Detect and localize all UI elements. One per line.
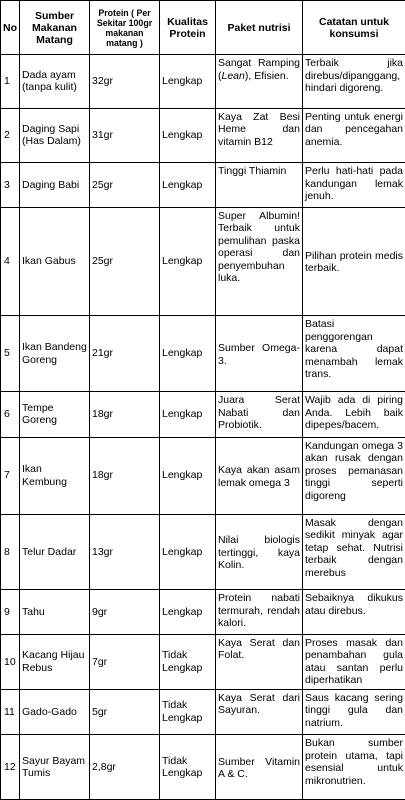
header-food: Sumber Makanan Matang (20, 1, 90, 55)
cell-food: Ikan Kembung (20, 437, 90, 514)
cell-paket: Protein nabati termurah, rendah kalori. (216, 590, 303, 635)
table-row (1, 514, 405, 590)
cell-food: Sayur Bayam Tumis (20, 735, 90, 800)
cell-catatan: Pilihan protein medis terbaik. (303, 207, 405, 315)
cell-quality: Lengkap (160, 55, 216, 109)
cell-protein: 25gr (90, 163, 160, 208)
cell-quality: Tidak Lengkap (160, 689, 216, 735)
table-row (1, 590, 405, 635)
cell-catatan: Batasi penggorengan karena dapat menambah lemak trans. (303, 316, 405, 392)
cell-paket: Super Albumin! Terbaik untuk pemulihan paska operasi dan penyembuhan luka. (216, 207, 303, 315)
header-quality: Kualitas Protein (160, 1, 216, 55)
cell-protein: 7gr (90, 634, 160, 689)
cell-paket: Sumber Omega-3. (216, 316, 303, 392)
header-row (1, 1, 405, 55)
header-paket: Paket nutrisi (216, 1, 303, 55)
cell-no: 11 (1, 689, 20, 735)
cell-quality: Lengkap (160, 316, 216, 392)
cell-no: 10 (1, 634, 20, 689)
cell-food: Tempe Goreng (20, 392, 90, 438)
cell-paket: Juara Serat Nabati dan Probiotik. (216, 392, 303, 438)
cell-protein: 18gr (90, 437, 160, 514)
cell-paket: Kaya Serat dan Folat. (216, 634, 303, 689)
cell-catatan: Sebaiknya dikukus atau direbus. (303, 590, 405, 635)
table-row (1, 316, 405, 392)
cell-protein: 21gr (90, 316, 160, 392)
paket-text-post: ), Efisien. (244, 69, 289, 82)
cell-protein: 32gr (90, 55, 160, 109)
cell-quality: Lengkap (160, 590, 216, 635)
cell-no: 5 (1, 316, 20, 392)
cell-protein: 9gr (90, 590, 160, 635)
table-row (1, 735, 405, 800)
cell-food: Kacang Hijau Rebus (20, 634, 90, 689)
cell-catatan: Bukan sumber protein utama, tapi esensial untuk mikronutrien. (303, 735, 405, 800)
paket-text-pre: Sangat Ramping ( (218, 57, 300, 82)
table-row (1, 634, 405, 689)
cell-food: Daging Babi (20, 163, 90, 208)
cell-protein: 2,8gr (90, 735, 160, 800)
cell-catatan: Masak dengan sedikit minyak agar tetap sehat. Nutrisi terbaik dengan merebus (303, 514, 405, 590)
cell-quality: Lengkap (160, 163, 216, 208)
cell-no: 4 (1, 207, 20, 315)
cell-catatan: Saus kacang sering tinggi gula dan natrium. (303, 689, 405, 735)
table-row (1, 392, 405, 438)
paket-text-lean: Lean (221, 69, 245, 82)
cell-catatan: Proses masak dan penambahan gula atau santan perlu diperhatikan (303, 634, 405, 689)
cell-quality: Lengkap (160, 207, 216, 315)
cell-food: Daging Sapi (Has Dalam) (20, 108, 90, 163)
cell-no: 9 (1, 590, 20, 635)
cell-no: 8 (1, 514, 20, 590)
cell-catatan: Perlu hati-hati pada kandungan lemak jenuh. (303, 163, 405, 208)
cell-protein: 25gr (90, 207, 160, 315)
header-no: No (1, 1, 20, 55)
cell-no: 3 (1, 163, 20, 208)
cell-protein: 18gr (90, 392, 160, 438)
cell-protein: 13gr (90, 514, 160, 590)
header-catatan: Catatan untuk konsumsi (303, 1, 405, 55)
cell-paket: Tinggi Thiamin (216, 163, 303, 208)
cell-food: Ikan Gabus (20, 207, 90, 315)
cell-catatan: Wajib ada di piring Anda. Lebih baik dipepes/bacem. (303, 392, 405, 438)
cell-catatan: Terbaik jika direbus/dipanggang, hindari digoreng. (303, 55, 405, 109)
cell-catatan: Kandungan omega 3 akan rusak dengan proses pemanasan tinggi seperti digoreng (303, 437, 405, 514)
cell-quality: Tidak Lengkap (160, 634, 216, 689)
cell-quality: Lengkap (160, 108, 216, 163)
cell-quality: Lengkap (160, 392, 216, 438)
cell-food: Ikan Bandeng Goreng (20, 316, 90, 392)
cell-no: 12 (1, 735, 20, 800)
cell-food: Dada ayam (tanpa kulit) (20, 55, 90, 109)
cell-paket: Kaya akan asam lemak omega 3 (216, 437, 303, 514)
cell-no: 6 (1, 392, 20, 438)
cell-no: 1 (1, 55, 20, 109)
cell-no: 7 (1, 437, 20, 514)
cell-paket: Nilai biologis tertinggi, kaya Kolin. (216, 514, 303, 590)
table-row (1, 55, 405, 109)
cell-paket (216, 55, 303, 109)
table-row (1, 163, 405, 208)
cell-food: Tahu (20, 590, 90, 635)
cell-food: Telur Dadar (20, 514, 90, 590)
cell-protein: 5gr (90, 689, 160, 735)
cell-paket: Sumber Vitamin A & C. (216, 735, 303, 800)
table-row (1, 207, 405, 315)
table-row (1, 437, 405, 514)
cell-paket: Kaya Serat dari Sayuran. (216, 689, 303, 735)
cell-no: 2 (1, 108, 20, 163)
table-row (1, 108, 405, 163)
cell-quality: Lengkap (160, 437, 216, 514)
cell-catatan: Penting untuk energi dan pencegahan anemia. (303, 108, 405, 163)
cell-quality: Tidak Lengkap (160, 735, 216, 800)
cell-protein: 31gr (90, 108, 160, 163)
cell-food: Gado-Gado (20, 689, 90, 735)
cell-quality: Lengkap (160, 514, 216, 590)
table-row (1, 689, 405, 735)
header-protein: Protein ( Per Sekitar 100gr makanan matang ) (90, 1, 160, 55)
cell-paket: Kaya Zat Besi Heme dan vitamin B12 (216, 108, 303, 163)
